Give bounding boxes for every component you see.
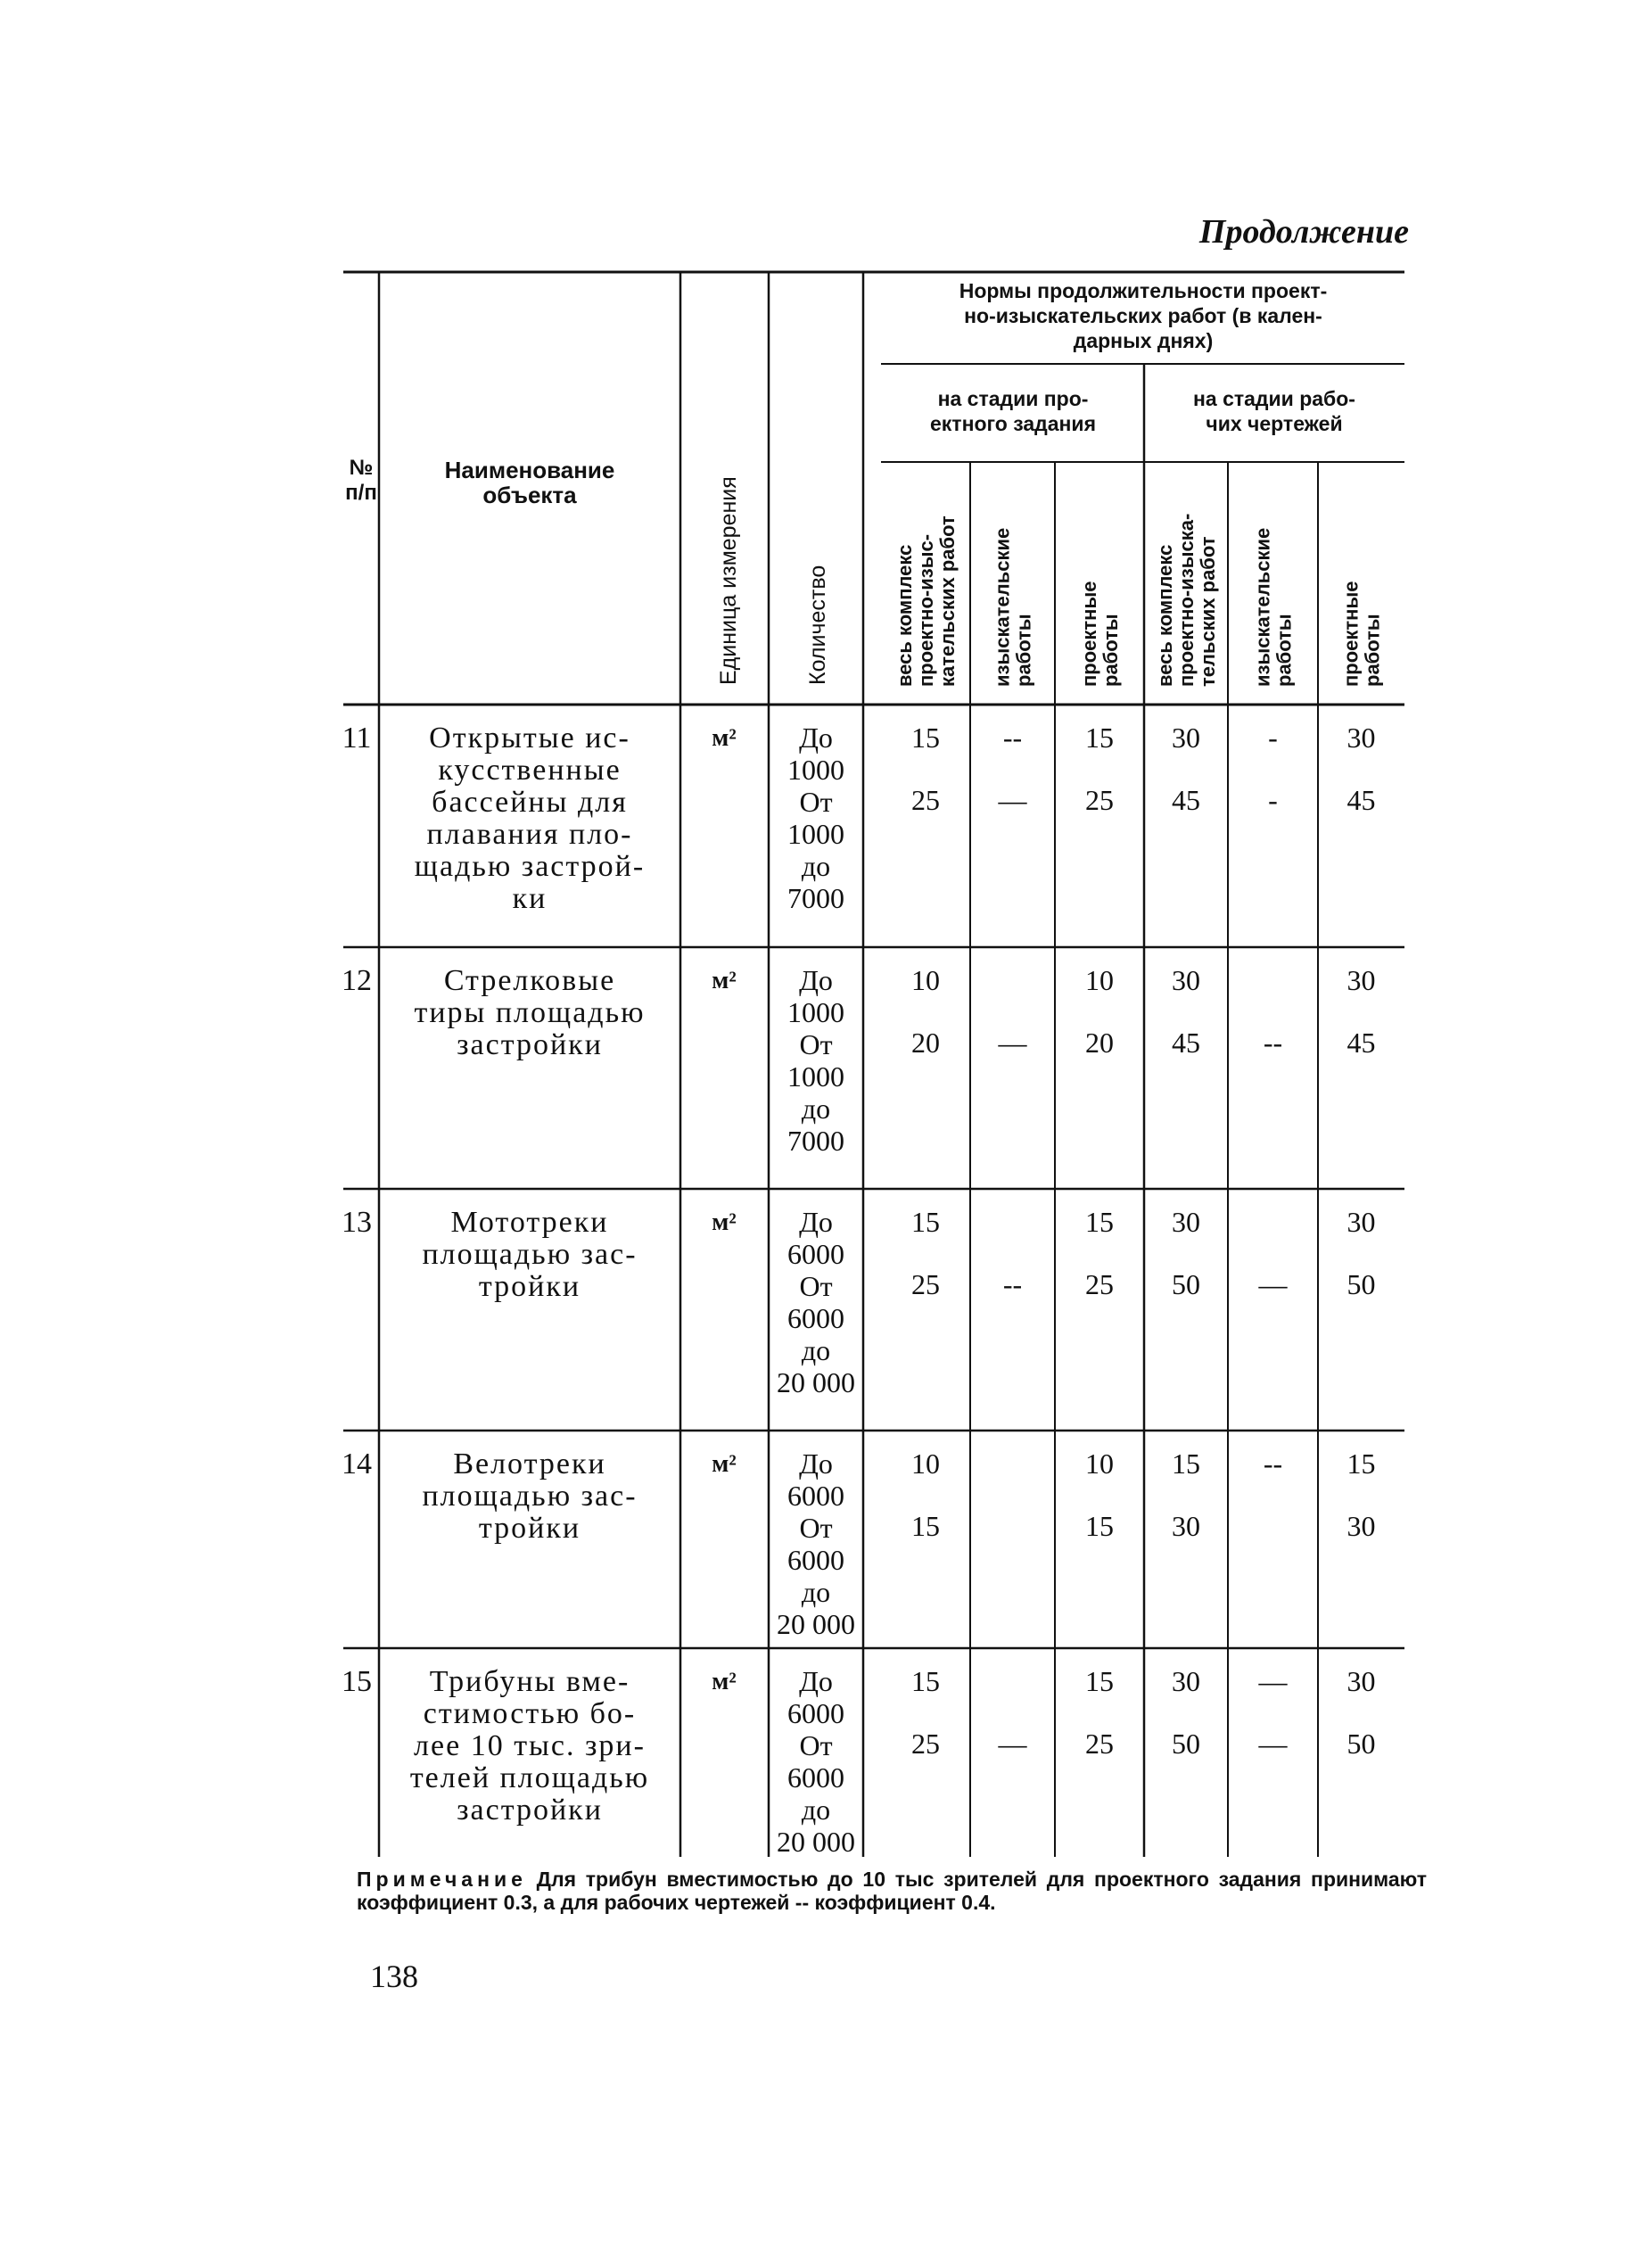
norm-value: 15: [911, 1665, 940, 1697]
header-stage-project: на стадии про-: [937, 387, 1089, 410]
norm-value: 15: [1085, 1510, 1114, 1542]
norm-value: 30: [1346, 722, 1376, 754]
object-name: Велотреки: [453, 1447, 606, 1480]
norm-value: —: [998, 1728, 1027, 1760]
norm-value: 25: [1085, 1268, 1114, 1300]
norm-value: 20: [911, 1027, 940, 1059]
header-unit: Единица измерения: [716, 476, 741, 685]
header-num: п/п: [345, 481, 377, 505]
row-number: 15: [342, 1665, 372, 1698]
header-sub: работы: [1361, 614, 1384, 687]
row-number: 13: [342, 1206, 372, 1239]
norm-value: 30: [1172, 1206, 1200, 1238]
norm-value: --: [1263, 1027, 1283, 1059]
quantity: 6000: [787, 1302, 844, 1334]
object-name: Стрелковые: [443, 964, 616, 997]
norm-value: 30: [1172, 1510, 1200, 1542]
norm-value: 15: [1346, 1447, 1376, 1480]
quantity: От: [799, 786, 833, 818]
header-stage-working: на стадии рабо-: [1193, 387, 1355, 410]
object-name: Мототреки: [450, 1206, 609, 1239]
norm-value: 10: [911, 964, 940, 996]
row-number: 11: [342, 722, 372, 755]
quantity: От: [799, 1512, 833, 1544]
norm-value: 25: [1085, 1728, 1114, 1760]
header-norms: но-изыскательских работ (в кален-: [964, 304, 1322, 327]
footnote: [357, 1868, 1427, 1914]
continuation-heading: Продолжение: [1198, 213, 1409, 251]
object-name: бассейны для: [432, 786, 628, 819]
object-name: застройки: [457, 1028, 603, 1061]
object-name: щадью застрой-: [414, 850, 646, 883]
norm-value: 25: [911, 1268, 940, 1300]
header-sub: работы: [1099, 614, 1122, 687]
unit: м²: [712, 1450, 737, 1478]
norm-value: --: [1263, 1447, 1283, 1480]
quantity: До: [799, 964, 833, 996]
object-name: Открытые ис-: [429, 722, 630, 755]
quantity: 6000: [787, 1544, 844, 1576]
header-sub: изыскательские: [991, 527, 1014, 687]
page-number: 138: [370, 1959, 418, 1994]
norm-value: 50: [1172, 1728, 1200, 1760]
norm-value: 30: [1346, 1665, 1376, 1697]
norm-value: 50: [1172, 1268, 1200, 1300]
norm-value: —: [998, 1027, 1027, 1059]
norm-value: 10: [1085, 964, 1114, 996]
quantity: 6000: [787, 1761, 844, 1794]
header-sub: весь комплекс: [1154, 544, 1176, 687]
quantity: До: [799, 722, 833, 754]
norm-value: —: [998, 784, 1027, 816]
header-stage-project: ектного задания: [930, 412, 1096, 435]
norm-value: —: [1258, 1665, 1288, 1697]
object-name: тиры площадью: [414, 996, 646, 1029]
object-name: лее 10 тыс. зри-: [414, 1729, 646, 1762]
quantity: До: [799, 1447, 833, 1480]
header-qty: Количество: [805, 565, 830, 685]
row-number: 14: [342, 1447, 372, 1480]
header-sub: изыскательские: [1251, 527, 1274, 687]
norm-value: 25: [911, 1728, 940, 1760]
norm-value: 30: [1346, 1510, 1376, 1542]
quantity: 6000: [787, 1697, 844, 1729]
object-name: застройки: [457, 1794, 603, 1827]
norm-value: 15: [911, 722, 940, 754]
row-number: 12: [342, 964, 372, 997]
object-name: Трибуны вме-: [429, 1665, 630, 1698]
norm-value: -: [1268, 722, 1278, 754]
norm-value: 15: [911, 1510, 940, 1542]
object-name: ки: [512, 882, 548, 915]
norm-value: 45: [1346, 784, 1376, 816]
quantity: 20 000: [777, 1366, 855, 1398]
header-norms: дарных днях): [1073, 329, 1214, 352]
quantity: 20 000: [777, 1608, 855, 1640]
norm-value: 15: [1085, 722, 1114, 754]
quantity: до: [801, 850, 831, 882]
quantity: до: [801, 1093, 831, 1125]
object-name: телей площадью: [409, 1761, 650, 1794]
quantity: 6000: [787, 1238, 844, 1270]
norm-value: 45: [1172, 1027, 1200, 1059]
norm-value: -: [1268, 784, 1278, 816]
header-sub: проектно-изыс-: [915, 533, 937, 687]
unit: м²: [712, 967, 737, 994]
header-sub: работы: [1272, 614, 1296, 687]
norm-value: 15: [1085, 1665, 1114, 1697]
norm-value: 20: [1085, 1027, 1114, 1059]
norm-value: 45: [1172, 784, 1200, 816]
quantity: 20 000: [777, 1826, 855, 1858]
footnote-label: Примечание: [357, 1868, 527, 1891]
norm-value: —: [1258, 1268, 1288, 1300]
quantity: До: [799, 1665, 833, 1697]
norm-value: 10: [1085, 1447, 1114, 1480]
header-sub: весь комплекс: [893, 544, 916, 687]
quantity: до: [801, 1576, 831, 1608]
object-name: плавания пло-: [426, 818, 633, 851]
norm-value: 25: [911, 784, 940, 816]
quantity: 1000: [787, 996, 844, 1028]
header-name: Наименование: [444, 457, 615, 483]
header-name: объекта: [482, 482, 577, 508]
norm-value: 15: [1172, 1447, 1200, 1480]
norm-value: 10: [911, 1447, 940, 1480]
norm-value: 45: [1346, 1027, 1376, 1059]
quantity: От: [799, 1270, 833, 1302]
header-sub: кательских работ: [936, 515, 959, 687]
norm-value: 30: [1172, 722, 1200, 754]
norm-value: 15: [911, 1206, 940, 1238]
quantity: До: [799, 1206, 833, 1238]
norm-value: 25: [1085, 784, 1114, 816]
quantity: От: [799, 1729, 833, 1761]
unit: м²: [712, 1208, 737, 1236]
norm-value: —: [1258, 1728, 1288, 1760]
object-name: стимостью бо-: [423, 1697, 637, 1730]
unit: м²: [712, 1668, 737, 1695]
norm-value: 30: [1172, 1665, 1200, 1697]
header-sub: работы: [1012, 614, 1035, 687]
norm-value: 50: [1346, 1268, 1376, 1300]
quantity: до: [801, 1334, 831, 1366]
object-name: кусственные: [438, 754, 622, 787]
quantity: От: [799, 1028, 833, 1060]
quantity: 7000: [787, 882, 844, 914]
unit: м²: [712, 724, 737, 752]
header-num: №: [349, 456, 374, 480]
object-name: тройки: [478, 1512, 581, 1545]
quantity: 1000: [787, 818, 844, 850]
quantity: до: [801, 1794, 831, 1826]
norm-value: 30: [1346, 1206, 1376, 1238]
object-name: площадью зас-: [422, 1480, 638, 1513]
header-sub: проектные: [1078, 581, 1100, 687]
header-norms: Нормы продолжительности проект-: [959, 279, 1328, 302]
norm-value: 30: [1346, 964, 1376, 996]
footnote-text: Для трибун вместимостью до 10 тыс зрителей для проектного задания принимают коэффициент 0.3, а для рабочих чертежей -- коэффициент 0.4.: [357, 1868, 1428, 1914]
norm-value: 15: [1085, 1206, 1114, 1238]
header-stage-working: чих чертежей: [1206, 412, 1343, 435]
quantity: 6000: [787, 1480, 844, 1512]
norm-value: --: [1002, 722, 1023, 754]
header-sub: проектные: [1339, 581, 1363, 687]
object-name: тройки: [478, 1270, 581, 1303]
quantity: 7000: [787, 1125, 844, 1157]
norm-value: --: [1002, 1268, 1023, 1300]
norm-value: 50: [1346, 1728, 1376, 1760]
norm-value: 30: [1172, 964, 1200, 996]
header-sub: проектно-изыска-: [1175, 513, 1198, 687]
quantity: 1000: [787, 754, 844, 786]
object-name: площадью зас-: [422, 1238, 638, 1271]
quantity: 1000: [787, 1060, 844, 1093]
header-sub: тельских работ: [1197, 536, 1219, 687]
